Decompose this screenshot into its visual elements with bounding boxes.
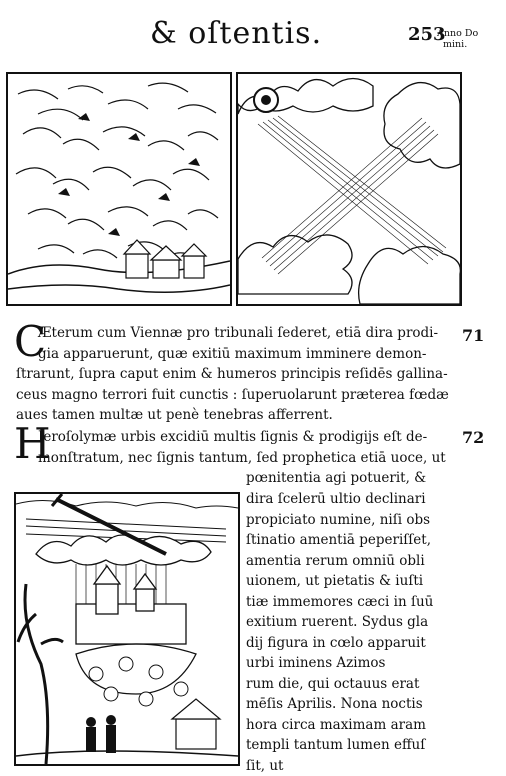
text-line: ſtrarunt, ſupra caput enim & humeros principis reſidēs gallina- xyxy=(16,364,446,385)
text-line: uionem, ut pietatis & iuſti xyxy=(246,571,446,592)
page-number: 253 xyxy=(408,24,446,45)
text-line: ſtinatio amentiā peperiſſet, xyxy=(246,530,446,551)
text-line: ceus magno terrori fuit cunctis : ſuperuolarunt præterea fœdæ xyxy=(16,385,446,406)
text-line: Æterum cum Viennæ pro tribunali ſederet, etiā dira prodi- xyxy=(16,323,446,344)
text-line: aues tamen multæ ut penè tenebras afferrent. xyxy=(16,405,446,426)
text-line: propiciato numine, niſi obs xyxy=(246,510,446,531)
text-line: monſtratum, nec ſignis tantum, ſed prophetica etiā uoce, ut xyxy=(16,448,446,469)
page-title: & oſtentis. xyxy=(150,16,322,51)
margin-number: 72 xyxy=(462,428,484,447)
margin-year-note xyxy=(437,28,506,50)
margin-number: 71 xyxy=(462,326,484,345)
text-line: rum die, qui octauus erat xyxy=(246,674,446,695)
text-line: gia apparuerunt, quæ exitiū maximum imminere demon- xyxy=(16,344,446,365)
text-line: mēſis Aprilis. Nona noctis xyxy=(246,694,446,715)
drop-cap: C xyxy=(14,322,46,362)
paragraph-2-wide xyxy=(16,427,446,489)
text-line: pœnitentia agi potuerit, & xyxy=(16,468,446,489)
margin-year-line: mini. xyxy=(437,39,506,50)
clouds-illustration xyxy=(238,74,460,304)
text-line: ſit, ut xyxy=(246,756,446,776)
city-illustration xyxy=(16,494,238,764)
text-line: dira ſcelerū ultio declinari xyxy=(246,489,446,510)
text-line: templi tantum lumen effuſ xyxy=(246,735,446,756)
paragraph-2-narrow xyxy=(246,489,446,776)
woodcut-clouds-light xyxy=(236,72,462,306)
margin-year-line: Anno Do xyxy=(437,28,506,39)
birds-illustration xyxy=(8,74,230,304)
text-line: urbi iminens Azimos xyxy=(246,653,446,674)
woodcut-birds-over-town xyxy=(6,72,232,306)
text-line: amentia rerum omniū obli xyxy=(246,551,446,572)
drop-cap: H xyxy=(14,424,51,464)
text-line: tiæ immemores cæci in ſuū xyxy=(246,592,446,613)
text-line: hora circa maximam aram xyxy=(246,715,446,736)
woodcut-sword-over-city xyxy=(14,492,240,766)
text-line: dij figura in cœlo apparuit xyxy=(246,633,446,654)
text-line: Ieroſolymæ urbis excidiū multis ſignis & prodigijs eſt de- xyxy=(16,427,446,448)
text-line: exitium ruerent. Sydus gla xyxy=(246,612,446,633)
paragraph-1 xyxy=(16,323,446,426)
